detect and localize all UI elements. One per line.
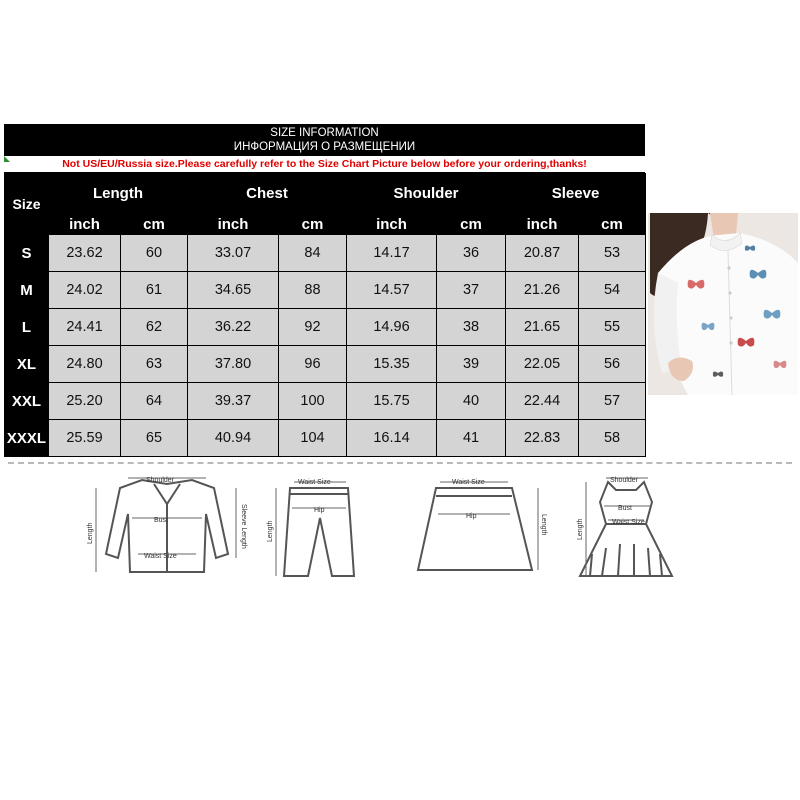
table-cell: 33.07 [188, 235, 279, 272]
table-cell: 24.41 [49, 309, 121, 346]
shirt-measurement-diagram [82, 474, 252, 584]
table-cell: 24.80 [49, 346, 121, 383]
size-chart-table [4, 173, 646, 457]
unit-inch: inch [188, 214, 279, 235]
size-label: XL [5, 346, 49, 383]
size-label: S [5, 235, 49, 272]
dress-bust-label: Bust [618, 505, 633, 512]
table-cell: 96 [279, 346, 347, 383]
table-cell: 40 [437, 383, 506, 420]
table-cell: 64 [121, 383, 188, 420]
table-cell: 22.83 [506, 420, 579, 457]
size-label: XXXL [5, 420, 49, 457]
skirt-length-label: Length [540, 514, 547, 536]
title-english: SIZE INFORMATION [270, 127, 379, 139]
dress-length-label: Length [577, 518, 584, 540]
table-cell: 21.26 [506, 272, 579, 309]
length-header: Length [49, 174, 188, 214]
table-row [5, 383, 646, 420]
pants-measurement-diagram [262, 474, 362, 584]
chest-header: Chest [188, 174, 347, 214]
table-cell: 36 [437, 235, 506, 272]
size-notice: Not US/EU/Russia size.Please carefully refer to the Size Chart Picture below before your ordering,thanks! [4, 156, 645, 173]
skirt-hip-label: Hip [466, 513, 477, 520]
table-cell: 65 [121, 420, 188, 457]
table-cell: 23.62 [49, 235, 121, 272]
table-cell: 22.44 [506, 383, 579, 420]
table-cell: 55 [579, 309, 646, 346]
table-row [5, 309, 646, 346]
unit-cm: cm [121, 214, 188, 235]
shirt-bust-label: Bust [154, 517, 169, 524]
table-row [5, 420, 646, 457]
table-cell: 60 [121, 235, 188, 272]
shirt-waist-label: Waist Size [144, 553, 177, 560]
product-photo [648, 213, 798, 395]
pants-length-label: Length [267, 520, 274, 542]
size-label: M [5, 272, 49, 309]
size-label: XXL [5, 383, 49, 420]
size-label: L [5, 309, 49, 346]
dress-shoulder-label: Shoulder [610, 477, 639, 484]
table-cell: 21.65 [506, 309, 579, 346]
table-cell: 14.57 [347, 272, 437, 309]
unit-cm: cm [437, 214, 506, 235]
blouse-model-illustration [648, 213, 798, 395]
shirt-length-label: Length [87, 522, 94, 544]
table-cell: 104 [279, 420, 347, 457]
table-cell: 88 [279, 272, 347, 309]
dress-waist-label: Waist Size [612, 519, 645, 526]
dress-measurement-diagram [572, 474, 682, 584]
table-row [5, 235, 646, 272]
unit-inch: inch [49, 214, 121, 235]
table-cell: 24.02 [49, 272, 121, 309]
table-cell: 15.75 [347, 383, 437, 420]
skirt-measurement-diagram [414, 474, 554, 584]
table-cell: 40.94 [188, 420, 279, 457]
table-cell: 62 [121, 309, 188, 346]
table-cell: 22.05 [506, 346, 579, 383]
table-cell: 84 [279, 235, 347, 272]
table-cell: 25.59 [49, 420, 121, 457]
skirt-waist-label: Waist Size [452, 479, 485, 486]
table-cell: 53 [579, 235, 646, 272]
table-cell: 14.96 [347, 309, 437, 346]
table-cell: 15.35 [347, 346, 437, 383]
pants-hip-label: Hip [314, 507, 325, 514]
table-cell: 39.37 [188, 383, 279, 420]
table-cell: 63 [121, 346, 188, 383]
corner-mark [4, 156, 10, 162]
table-cell: 61 [121, 272, 188, 309]
unit-cm: cm [579, 214, 646, 235]
table-cell: 41 [437, 420, 506, 457]
table-cell: 16.14 [347, 420, 437, 457]
table-cell: 56 [579, 346, 646, 383]
table-cell: 36.22 [188, 309, 279, 346]
table-cell: 37.80 [188, 346, 279, 383]
table-cell: 57 [579, 383, 646, 420]
unit-inch: inch [347, 214, 437, 235]
size-info-banner [4, 124, 645, 156]
table-row [5, 346, 646, 383]
unit-cm: cm [279, 214, 347, 235]
table-cell: 39 [437, 346, 506, 383]
shirt-sleeve-label: Sleeve Length [240, 504, 247, 549]
table-cell: 38 [437, 309, 506, 346]
unit-inch: inch [506, 214, 579, 235]
title-russian: ИНФОРМАЦИЯ О РАЗМЕЩЕНИИ [233, 141, 416, 153]
table-cell: 100 [279, 383, 347, 420]
size-header: Size [5, 174, 49, 235]
table-cell: 58 [579, 420, 646, 457]
pants-waist-label: Waist Size [298, 479, 331, 486]
table-cell: 54 [579, 272, 646, 309]
table-cell: 92 [279, 309, 347, 346]
sleeve-header: Sleeve [506, 174, 646, 214]
table-cell: 14.17 [347, 235, 437, 272]
section-divider [8, 462, 792, 464]
table-cell: 37 [437, 272, 506, 309]
table-cell: 25.20 [49, 383, 121, 420]
table-cell: 34.65 [188, 272, 279, 309]
table-row [5, 272, 646, 309]
shoulder-header: Shoulder [347, 174, 506, 214]
table-cell: 20.87 [506, 235, 579, 272]
shirt-shoulder-label: Shoulder [146, 477, 175, 484]
